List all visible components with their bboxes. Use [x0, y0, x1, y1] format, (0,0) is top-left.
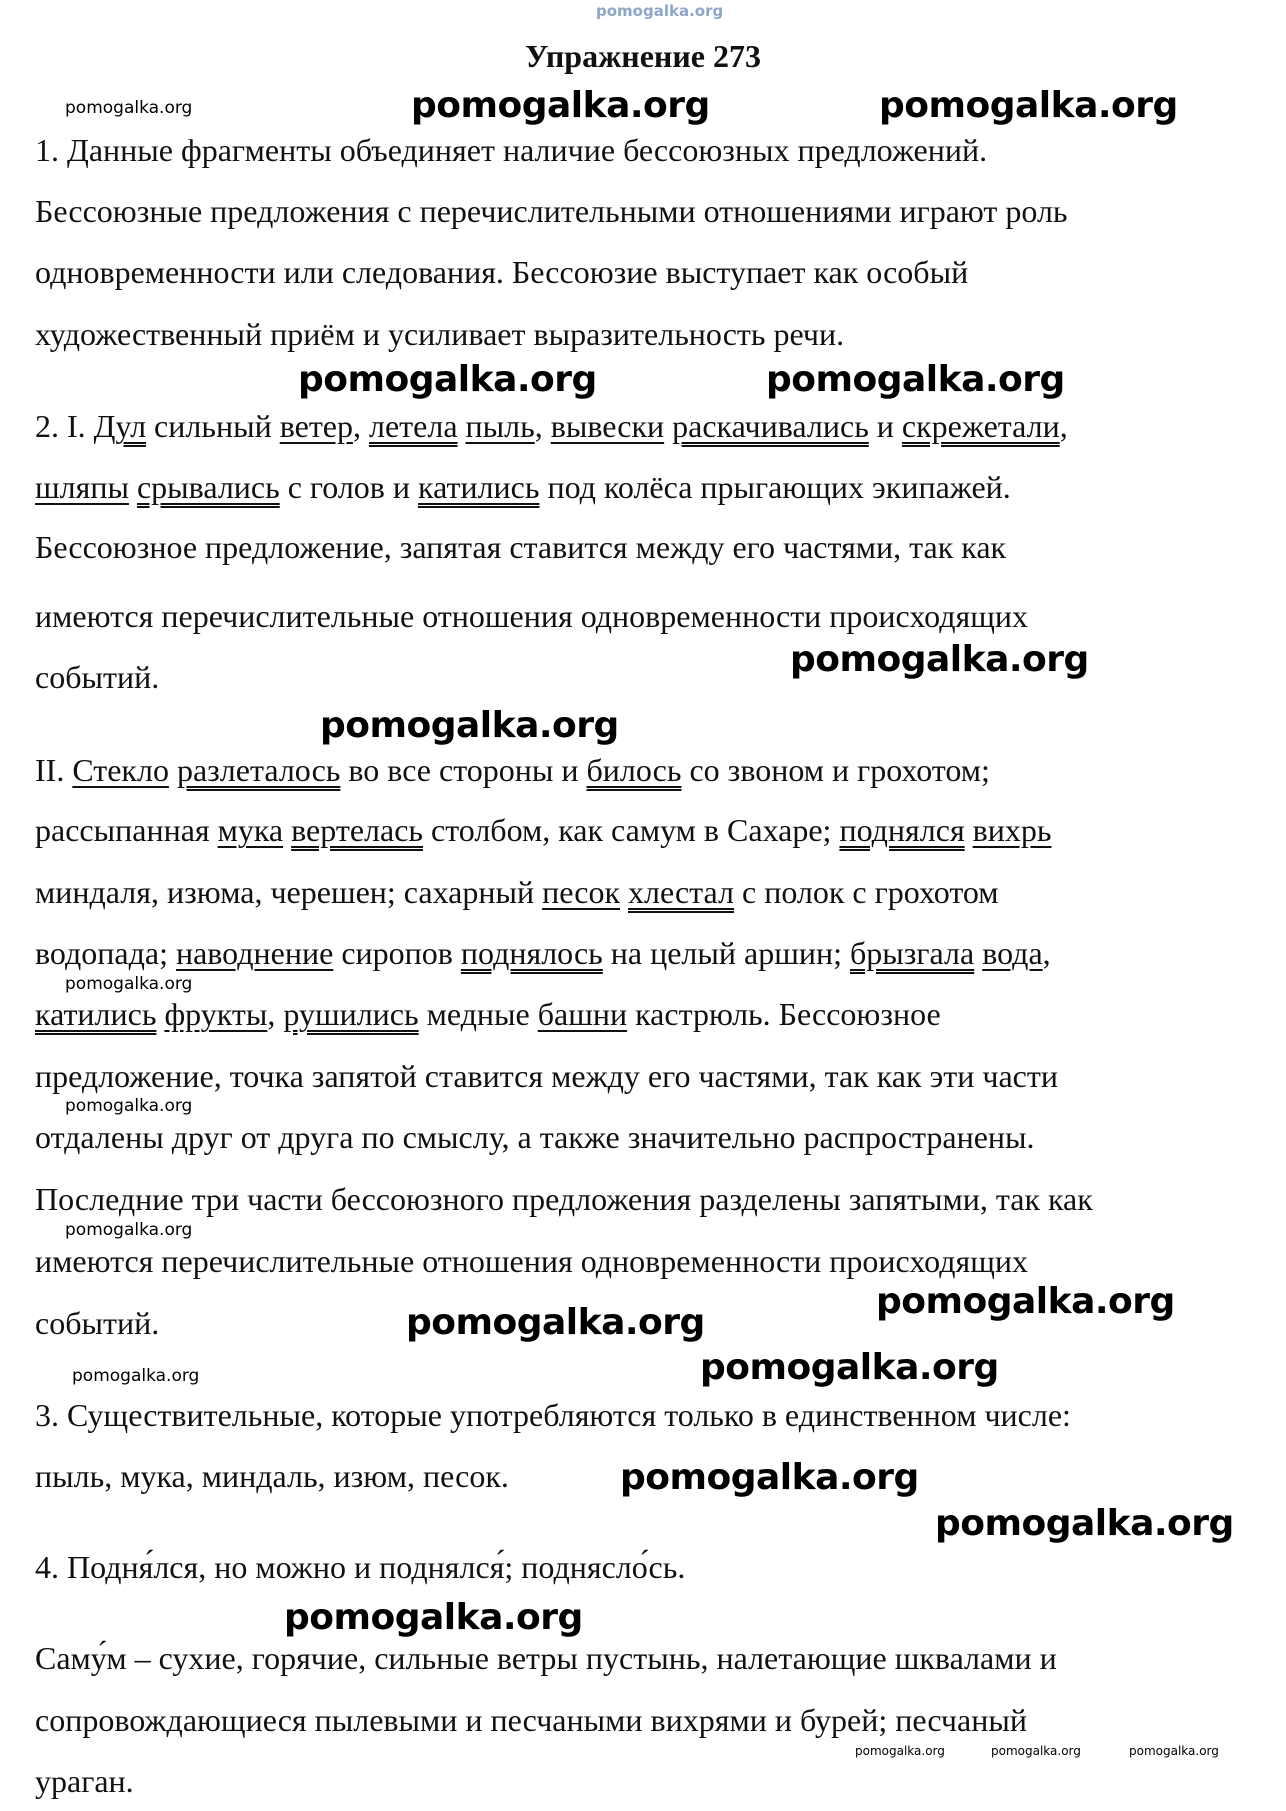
text-line [35, 252, 968, 292]
predicate-word: катились [35, 996, 157, 1032]
watermark: pomogalka.org [596, 2, 724, 20]
text-segment: под колёса прыгающих экипажей. [539, 469, 1011, 505]
text-segment: , [534, 408, 551, 444]
text-line [35, 1456, 509, 1496]
text-segment [283, 812, 291, 848]
predicate-word: хлестал [628, 874, 734, 910]
text-segment: II. [35, 752, 73, 788]
text-segment: кастрюль. Бессоюзное [627, 996, 941, 1032]
predicate-word: рушились [283, 996, 419, 1032]
subject-word: башни [537, 996, 628, 1032]
text-segment: , [1059, 408, 1068, 444]
text-line [35, 994, 941, 1034]
subject-word: пыль [465, 408, 535, 444]
text-segment: Последние три части бессоюзного предложения разделены запятыми, так как [35, 1181, 1093, 1217]
text-segment: миндаля, изюма, черешен; сахарный [35, 874, 543, 910]
text-segment: сопровождающиеся пылевыми и песчаными вихрями и бурей; песчаный [35, 1702, 1027, 1738]
watermark: pomogalka.org [65, 1220, 193, 1240]
subject-word: шляпы [35, 469, 129, 505]
text-segment: отдалены друг от друга по смыслу, а также значительно распространены. [35, 1119, 1035, 1155]
text-segment [974, 935, 982, 971]
predicate-word: срывались [136, 469, 280, 505]
text-segment: событий. [35, 659, 160, 695]
text-line [35, 1241, 1028, 1281]
predicate-word: билось [586, 752, 682, 788]
watermark: pomogalka.org [411, 85, 710, 126]
subject-word: ветер [279, 408, 353, 444]
text-segment: сиропов [333, 935, 461, 971]
subject-word: песок [542, 874, 620, 910]
watermark: pomogalka.org [879, 85, 1178, 126]
text-segment: предложение, точка запятой ставится между его частями, так как эти части [35, 1058, 1058, 1094]
predicate-word: поднялся [839, 812, 965, 848]
text-segment: Бессоюзные предложения с перечислительными отношениями играют роль [35, 193, 1068, 229]
text-line [35, 1547, 685, 1587]
text-line [35, 933, 1051, 973]
watermark: pomogalka.org [700, 1347, 999, 1388]
predicate-word: поднялось [460, 935, 603, 971]
text-segment [169, 752, 177, 788]
text-line [35, 467, 1011, 507]
watermark: pomogalka.org [620, 1457, 919, 1498]
text-segment: 3. Существительные, которые употребляются только в единственном числе: [35, 1397, 1071, 1433]
subject-word: наводнение [175, 935, 334, 971]
text-segment: Бессоюзное предложение, запятая ставится между его частями, так как [35, 529, 1007, 565]
subject-word: вихрь [972, 812, 1052, 848]
text-line [35, 1179, 1093, 1219]
text-line [35, 872, 999, 912]
subject-word: мука [217, 812, 284, 848]
text-segment: рассыпанная [35, 812, 218, 848]
text-segment: , [267, 996, 284, 1032]
watermark: pomogalka.org [65, 974, 193, 994]
watermark: pomogalka.org [1129, 1744, 1219, 1758]
text-segment: имеются перечислительные отношения одновременности происходящих [35, 1243, 1028, 1279]
watermark: pomogalka.org [320, 705, 619, 746]
text-segment: имеются перечислительные отношения одновременности происходящих [35, 598, 1028, 634]
text-segment: , [353, 408, 369, 444]
text-segment: со звоном и грохотом; [681, 752, 990, 788]
text-segment: 2. I. [35, 408, 94, 444]
text-segment: , [1042, 935, 1051, 971]
text-segment: водопада; [35, 935, 176, 971]
predicate-word: летела [369, 408, 458, 444]
text-line [35, 1395, 1071, 1435]
watermark: pomogalka.org [991, 1744, 1081, 1758]
text-segment: одновременности или следования. Бессоюзие выступает как особый [35, 254, 969, 290]
watermark: pomogalka.org [298, 359, 597, 400]
predicate-word: раскачивались [672, 408, 869, 444]
text-line [35, 750, 990, 790]
text-line [35, 1638, 1057, 1678]
text-line [35, 314, 844, 354]
text-segment: пыль, мука, миндаль, изюм, песок. [35, 1458, 509, 1494]
text-segment: 4. Подня́лся, но можно и поднялся́; поднясло́сь. [35, 1549, 686, 1585]
subject-word: Стекло [72, 752, 169, 788]
text-segment [664, 408, 672, 444]
text-segment: сильный [146, 408, 280, 444]
watermark: pomogalka.org [790, 639, 1089, 680]
text-line [35, 596, 1028, 636]
text-line [35, 1303, 159, 1343]
watermark: pomogalka.org [284, 1597, 583, 1638]
text-line [35, 657, 159, 697]
text-line [35, 1056, 1058, 1096]
text-segment: 1. Данные фрагменты объединяет наличие бессоюзных предложений. [35, 132, 988, 168]
text-segment: медные [418, 996, 538, 1032]
watermark: pomogalka.org [855, 1744, 945, 1758]
text-segment: во все стороны и [340, 752, 587, 788]
text-segment: событий. [35, 1305, 160, 1341]
subject-word: вода [982, 935, 1043, 971]
text-segment [129, 469, 137, 505]
text-line [35, 527, 1006, 567]
watermark: pomogalka.org [766, 359, 1065, 400]
predicate-word: Дул [93, 408, 147, 444]
text-segment: на целый аршин; [602, 935, 850, 971]
text-segment: художественный приём и усиливает выразительность речи. [35, 316, 845, 352]
text-segment: с полок с грохотом [734, 874, 999, 910]
text-segment: Саму́м – сухие, горячие, сильные ветры пустынь, налетающие шквалами и [35, 1640, 1057, 1676]
text-segment: ураган. [35, 1763, 134, 1799]
watermark: pomogalka.org [935, 1503, 1234, 1544]
page-title: Упражнение 273 [524, 38, 761, 74]
text-line [35, 1700, 1027, 1740]
subject-word: фрукты [164, 996, 268, 1032]
predicate-word: разлеталось [176, 752, 341, 788]
text-line [35, 406, 1068, 446]
text-segment [458, 408, 466, 444]
predicate-word: вертелась [291, 812, 423, 848]
watermark: pomogalka.org [72, 1366, 200, 1386]
subject-word: вывески [550, 408, 665, 444]
text-segment [620, 874, 628, 910]
watermark: pomogalka.org [65, 1096, 193, 1116]
predicate-word: скрежетали [901, 408, 1060, 444]
predicate-word: брызгала [850, 935, 975, 971]
text-segment: с голов и [279, 469, 419, 505]
text-line [35, 1117, 1035, 1157]
text-segment: и [868, 408, 902, 444]
watermark: pomogalka.org [406, 1302, 705, 1343]
predicate-word: катились [418, 469, 540, 505]
text-segment [965, 812, 973, 848]
text-line [35, 191, 1068, 231]
text-line [35, 1761, 134, 1801]
text-segment: столбом, как самум в Сахаре; [422, 812, 840, 848]
text-line [35, 810, 1051, 850]
watermark: pomogalka.org [876, 1281, 1175, 1322]
watermark: pomogalka.org [65, 98, 193, 118]
text-line [35, 130, 987, 170]
